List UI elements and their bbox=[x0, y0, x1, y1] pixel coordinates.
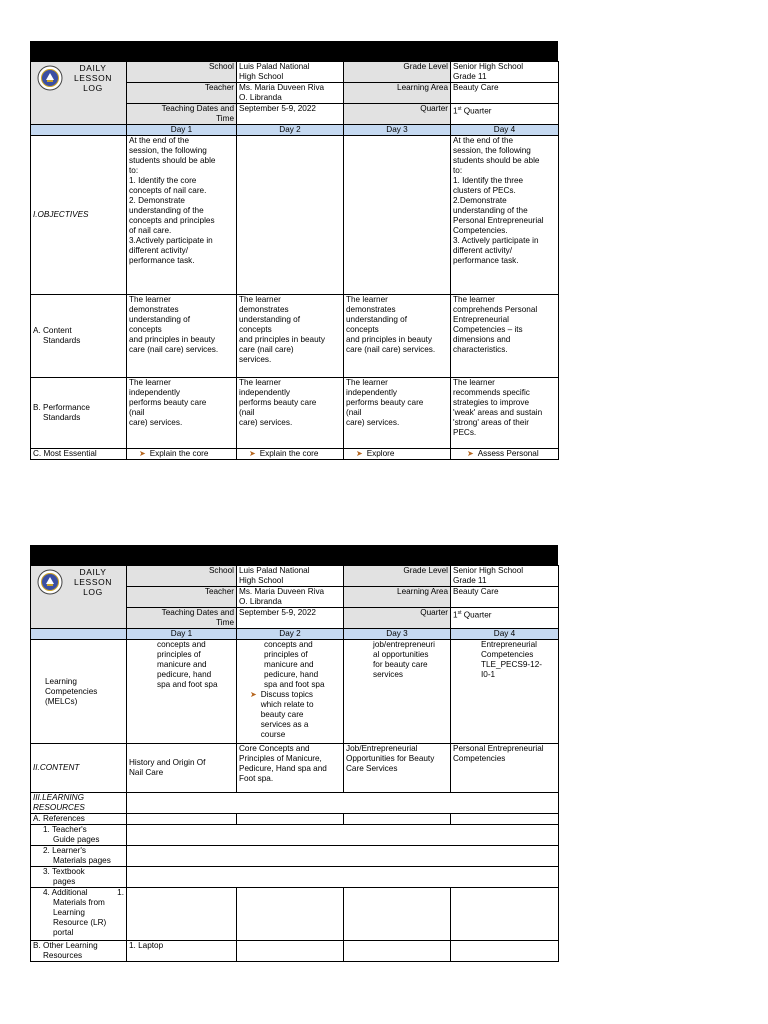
text-line: Entrepreneurial bbox=[481, 640, 537, 649]
performance-standards-day3 bbox=[344, 378, 451, 449]
text-line: performs beauty care bbox=[346, 398, 424, 407]
text-line: comprehends Personal bbox=[453, 305, 538, 314]
content-day1 bbox=[127, 744, 237, 793]
text-line: different activity/ bbox=[129, 246, 189, 255]
text-line: concepts bbox=[129, 325, 162, 334]
text-line: recommends specific bbox=[453, 388, 530, 397]
text-line: for beauty care bbox=[373, 660, 428, 669]
dates-value: September 5-9, 2022 bbox=[237, 608, 344, 629]
day-header-1: Day 1 bbox=[127, 629, 237, 640]
text-line: The learner bbox=[239, 295, 281, 304]
text-line: demonstrates bbox=[129, 305, 179, 314]
text-line: pedicure, hand bbox=[157, 670, 212, 679]
text-line: concepts and bbox=[264, 640, 313, 649]
text-line: demonstrates bbox=[346, 305, 396, 314]
text-line: session, the following bbox=[129, 146, 207, 155]
arrow-bullet-icon: ➤ bbox=[250, 690, 257, 699]
top-black-bar bbox=[30, 545, 558, 565]
lr-portal-day2 bbox=[237, 888, 344, 941]
text-line: spa and foot spa bbox=[264, 680, 325, 689]
text-line: At the end of the bbox=[129, 136, 190, 145]
text-line: students should be able bbox=[453, 156, 540, 165]
text-line: of nail care. bbox=[129, 226, 172, 235]
text-line: Discuss topics bbox=[260, 690, 314, 699]
quarter-label: Quarter bbox=[344, 608, 451, 629]
teacher-label: Teacher bbox=[127, 587, 237, 608]
text-line: care) services. bbox=[346, 418, 400, 427]
text-line: Competencies bbox=[481, 650, 534, 659]
text-line: 'strong' areas of their bbox=[453, 418, 529, 427]
teacher-label: Teacher bbox=[127, 83, 237, 104]
text-line: The learner bbox=[346, 378, 388, 387]
dates-label: Teaching Dates and Time bbox=[127, 608, 237, 629]
other-resources-day4 bbox=[451, 941, 559, 962]
melc-day4: ➤ Assess Personal bbox=[451, 449, 559, 460]
text-line: independently bbox=[346, 388, 397, 397]
text-line: TLE_PECS9-12- bbox=[481, 660, 542, 669]
lr-portal-day3 bbox=[344, 888, 451, 941]
day-header-blank bbox=[31, 125, 127, 136]
text-line: At the end of the bbox=[453, 136, 514, 145]
text-line: Competencies – its bbox=[453, 325, 523, 334]
text-line: Pedicure, Hand spa and bbox=[239, 764, 327, 773]
text-line: services bbox=[373, 670, 404, 679]
text-line: dimensions and bbox=[453, 335, 511, 344]
deped-seal-icon bbox=[37, 65, 63, 91]
text-line: (nail bbox=[346, 408, 362, 417]
day-header-2: Day 2 bbox=[237, 125, 344, 136]
grade-label: Grade Level bbox=[344, 62, 451, 83]
text-line: The learner bbox=[453, 378, 495, 387]
lr-portal-day4 bbox=[451, 888, 559, 941]
arrow-bullet-icon: ➤ bbox=[249, 449, 256, 458]
melc-label: C. Most Essential bbox=[31, 449, 127, 460]
lr-portal-day1 bbox=[127, 888, 237, 941]
lesson-log-table-1 bbox=[30, 61, 559, 460]
arrow-bullet-icon: ➤ bbox=[139, 449, 146, 458]
quarter-label: Quarter bbox=[344, 104, 451, 125]
objectives-day1 bbox=[127, 136, 237, 295]
performance-standards-day4 bbox=[451, 378, 559, 449]
text-line: principles of bbox=[264, 650, 308, 659]
text-line: students should be able bbox=[129, 156, 216, 165]
quarter-value: 1st Quarter bbox=[451, 608, 559, 629]
text-line: clusters of PECs. bbox=[453, 186, 516, 195]
other-resources-day3 bbox=[344, 941, 451, 962]
text-line: care) services. bbox=[239, 418, 293, 427]
day-header-blank bbox=[31, 629, 127, 640]
text-line: concepts bbox=[239, 325, 272, 334]
text-line: 2. Demonstrate bbox=[129, 196, 185, 205]
text-line: 'weak' areas and sustain bbox=[453, 408, 543, 417]
grade-value: Senior High School Grade 11 bbox=[451, 566, 559, 587]
text-line: and principles in beauty bbox=[346, 335, 433, 344]
text-line: 2.Demonstrate bbox=[453, 196, 507, 205]
text-line: services. bbox=[239, 355, 272, 364]
lesson-log-table-2 bbox=[30, 565, 559, 962]
other-resources-day1: 1. Laptop bbox=[127, 941, 237, 962]
lr-portal-label: 4. Additional 1. Materials from Learning Resource (LR) portal bbox=[31, 888, 127, 941]
content-day2 bbox=[237, 744, 344, 793]
learners-materials-span bbox=[127, 846, 559, 867]
text-line: PECs. bbox=[453, 428, 477, 437]
text-line: care (nail care) services. bbox=[346, 345, 436, 354]
top-black-bar bbox=[30, 41, 558, 61]
learners-materials-label: 2. Learner's Materials pages bbox=[31, 846, 127, 867]
day-header-3: Day 3 bbox=[344, 629, 451, 640]
text-line: concepts and bbox=[157, 640, 206, 649]
performance-standards-day1 bbox=[127, 378, 237, 449]
text-line: Competencies bbox=[453, 754, 506, 763]
melc-day3: ➤ Explore bbox=[344, 449, 451, 460]
text-line: Personal Entrepreneurial bbox=[453, 216, 544, 225]
text-line: The learner bbox=[129, 378, 171, 387]
content-standards-label: A. Content Standards bbox=[31, 295, 127, 378]
logo-cell bbox=[31, 566, 127, 629]
text-line: understanding of the bbox=[453, 206, 528, 215]
references-label: A. References bbox=[31, 814, 127, 825]
area-value: Beauty Care bbox=[451, 83, 559, 104]
text-line: care (nail care) services. bbox=[129, 345, 219, 354]
text-line: care (nail care) bbox=[239, 345, 294, 354]
text-line: The learner bbox=[129, 295, 171, 304]
references-day1 bbox=[127, 814, 237, 825]
text-line: pedicure, hand bbox=[264, 670, 319, 679]
melc-day1: ➤ Explain the core bbox=[127, 449, 237, 460]
text-line: beauty care bbox=[260, 710, 304, 719]
text-line: to: bbox=[129, 166, 139, 175]
day-header-4: Day 4 bbox=[451, 125, 559, 136]
lesson-log-sheet-2 bbox=[30, 545, 558, 962]
performance-standards-day2 bbox=[237, 378, 344, 449]
learning-resources-label: III.LEARNING RESOURCES bbox=[31, 793, 127, 814]
teachers-guide-span bbox=[127, 825, 559, 846]
text-line: understanding of the bbox=[129, 206, 204, 215]
content-standards-day2 bbox=[237, 295, 344, 378]
text-line: understanding of bbox=[129, 315, 190, 324]
text-line: Core Concepts and bbox=[239, 744, 310, 753]
melcs-day1 bbox=[127, 640, 237, 744]
text-line: performs beauty care bbox=[129, 398, 207, 407]
day-header-4: Day 4 bbox=[451, 629, 559, 640]
performance-standards-label: B. Performance Standards bbox=[31, 378, 127, 449]
text-line: The learner bbox=[239, 378, 281, 387]
teachers-guide-label: 1. Teacher's Guide pages bbox=[31, 825, 127, 846]
school-label: School bbox=[127, 62, 237, 83]
references-day3 bbox=[344, 814, 451, 825]
text-line: performs beauty care bbox=[239, 398, 317, 407]
day-header-3: Day 3 bbox=[344, 125, 451, 136]
text-line: The learner bbox=[346, 295, 388, 304]
text-line: manicure and bbox=[264, 660, 314, 669]
text-line: Foot spa. bbox=[239, 774, 274, 783]
grade-label: Grade Level bbox=[344, 566, 451, 587]
content-standards-day1 bbox=[127, 295, 237, 378]
text-line: The learner bbox=[453, 295, 495, 304]
melcs-label: Learning Competencies (MELCs) bbox=[31, 640, 127, 744]
text-line: Nail Care bbox=[129, 768, 164, 777]
school-value: Luis Palad National High School bbox=[237, 566, 344, 587]
area-label: Learning Area bbox=[344, 83, 451, 104]
text-line: 3.Actively participate in bbox=[129, 236, 213, 245]
text-line: Competencies. bbox=[453, 226, 508, 235]
school-value: Luis Palad National High School bbox=[237, 62, 344, 83]
teacher-value: Ms. Maria Duveen Riva O. Libranda bbox=[237, 83, 344, 104]
lesson-log-sheet-1 bbox=[30, 41, 558, 460]
text-line: characteristics. bbox=[453, 345, 508, 354]
references-day2 bbox=[237, 814, 344, 825]
deped-seal-icon bbox=[37, 569, 63, 595]
text-line: principles of bbox=[157, 650, 201, 659]
textbook-pages-label: 3. Textbook pages bbox=[31, 867, 127, 888]
text-line: 3. Actively participate in bbox=[453, 236, 539, 245]
text-line: session, the following bbox=[453, 146, 531, 155]
text-line: Entrepreneurial bbox=[453, 315, 509, 324]
text-line: Opportunities for Beauty bbox=[346, 754, 435, 763]
melcs-day2 bbox=[237, 640, 344, 744]
arrow-bullet-icon: ➤ bbox=[356, 449, 363, 458]
text-line: (nail bbox=[239, 408, 255, 417]
text-line: History and Origin Of bbox=[129, 758, 206, 767]
text-line: performance task. bbox=[453, 256, 519, 265]
text-line: understanding of bbox=[239, 315, 300, 324]
references-day4 bbox=[451, 814, 559, 825]
text-line: demonstrates bbox=[239, 305, 289, 314]
other-resources-day2 bbox=[237, 941, 344, 962]
text-line: Personal Entrepreneurial bbox=[453, 744, 544, 753]
text-line: Care Services bbox=[346, 764, 398, 773]
text-line: care) services. bbox=[129, 418, 183, 427]
textbook-pages-span bbox=[127, 867, 559, 888]
arrow-bullet-icon: ➤ bbox=[467, 449, 474, 458]
text-line: 1. Identify the core bbox=[129, 176, 197, 185]
text-line: concepts of nail care. bbox=[129, 186, 207, 195]
objectives-day4 bbox=[451, 136, 559, 295]
text-line: which relate to bbox=[260, 700, 314, 709]
text-line: concepts bbox=[346, 325, 379, 334]
dates-label: Teaching Dates and Time bbox=[127, 104, 237, 125]
learning-resources-span bbox=[127, 793, 559, 814]
logo-title: DAILY LESSON LOG bbox=[73, 63, 113, 93]
text-line: job/entrepreneuri bbox=[373, 640, 435, 649]
other-resources-label: B. Other Learning Resources bbox=[31, 941, 127, 962]
text-line: spa and foot spa bbox=[157, 680, 218, 689]
text-line: to: bbox=[453, 166, 463, 175]
text-line: independently bbox=[239, 388, 290, 397]
text-line: understanding of bbox=[346, 315, 407, 324]
text-line: 1. Identify the three bbox=[453, 176, 524, 185]
text-line: independently bbox=[129, 388, 180, 397]
objectives-label: I.OBJECTIVES bbox=[31, 136, 127, 295]
text-line: and principles in beauty bbox=[239, 335, 326, 344]
text-line: (nail bbox=[129, 408, 145, 417]
logo-title: DAILY LESSON LOG bbox=[73, 567, 113, 597]
content-day3 bbox=[344, 744, 451, 793]
text-line: course bbox=[260, 730, 286, 739]
objectives-day3 bbox=[344, 136, 451, 295]
text-line: I0-1 bbox=[481, 670, 496, 679]
logo-cell bbox=[31, 62, 127, 125]
teacher-value: Ms. Maria Duveen Riva O. Libranda bbox=[237, 587, 344, 608]
text-line: different activity/ bbox=[453, 246, 513, 255]
text-line: strategies to improve bbox=[453, 398, 529, 407]
text-line: Job/Entrepreneurial bbox=[346, 744, 418, 753]
area-label: Learning Area bbox=[344, 587, 451, 608]
dates-value: September 5-9, 2022 bbox=[237, 104, 344, 125]
melc-day2: ➤ Explain the core bbox=[237, 449, 344, 460]
school-label: School bbox=[127, 566, 237, 587]
text-line: concepts and principles bbox=[129, 216, 215, 225]
melcs-day4 bbox=[451, 640, 559, 744]
text-line: services as a bbox=[260, 720, 309, 729]
grade-value: Senior High School Grade 11 bbox=[451, 62, 559, 83]
content-label: II.CONTENT bbox=[31, 744, 127, 793]
melcs-day3 bbox=[344, 640, 451, 744]
content-standards-day3 bbox=[344, 295, 451, 378]
content-day4 bbox=[451, 744, 559, 793]
content-standards-day4 bbox=[451, 295, 559, 378]
text-line: al opportunities bbox=[373, 650, 429, 659]
text-line: performance task. bbox=[129, 256, 195, 265]
day-header-2: Day 2 bbox=[237, 629, 344, 640]
text-line: manicure and bbox=[157, 660, 207, 669]
text-line: and principles in beauty bbox=[129, 335, 216, 344]
day-header-1: Day 1 bbox=[127, 125, 237, 136]
quarter-value: 1st Quarter bbox=[451, 104, 559, 125]
text-line: Principles of Manicure, bbox=[239, 754, 322, 763]
objectives-day2 bbox=[237, 136, 344, 295]
area-value: Beauty Care bbox=[451, 587, 559, 608]
